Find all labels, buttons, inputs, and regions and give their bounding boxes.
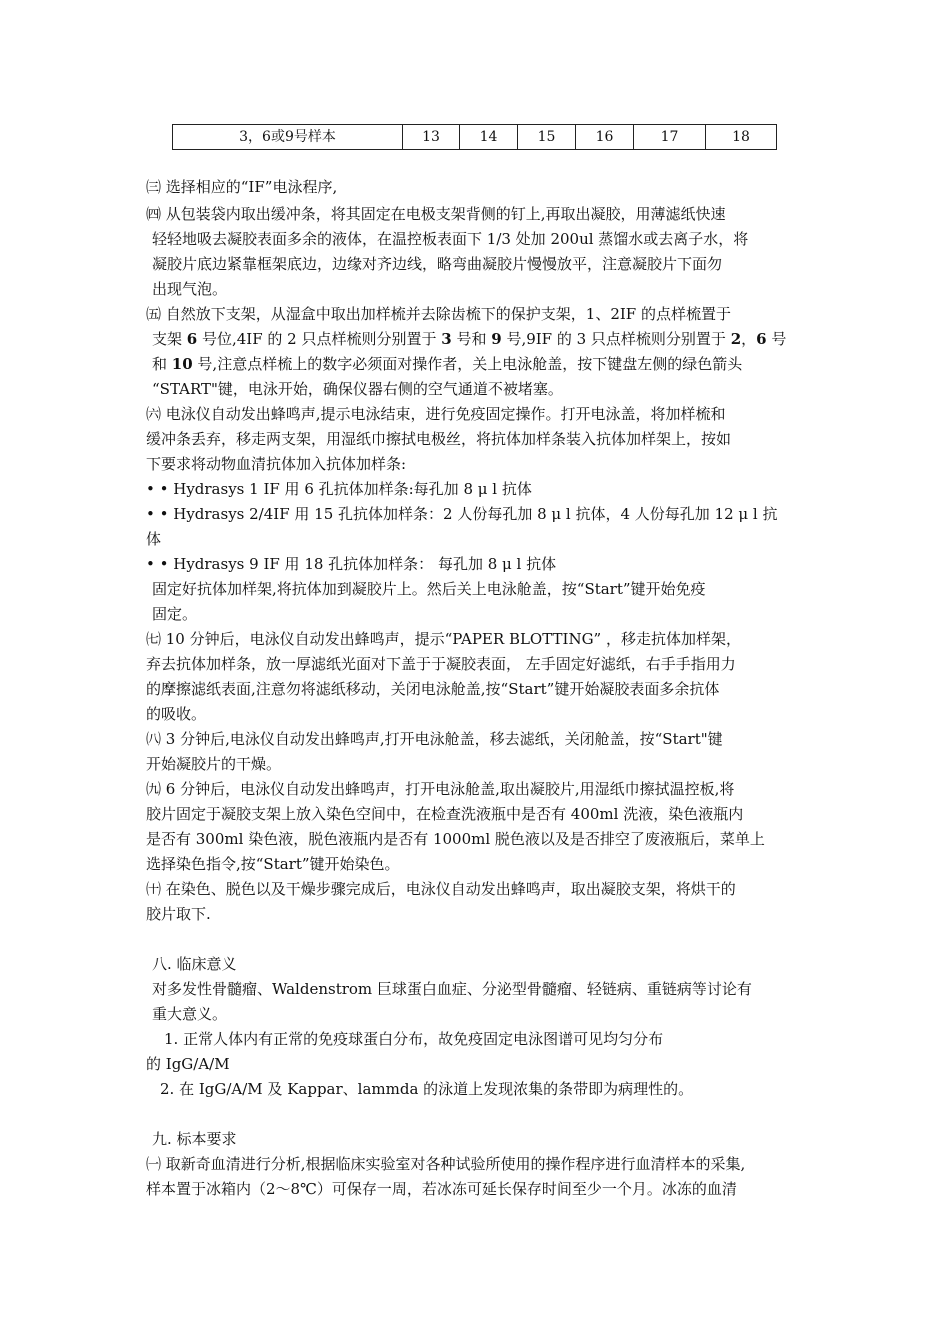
step-7-text: ㈦ 10 分钟后，电泳仪自动发出蜂鸣声，提示“PAPER BLOTTING” ，移走抗体加样架，: [146, 630, 741, 648]
section-heading-clinical-significance: 八. 临床意义: [152, 955, 237, 973]
paragraph-line: 是否有 300ml 染色液，脱色液瓶内是否有 1000ml 脱色液以及是否排空了废液瓶后，菜单上: [146, 830, 765, 848]
paragraph-line: 胶片取下.: [146, 905, 211, 923]
paragraph-line: 的吸收。: [146, 705, 207, 723]
step-10-text: ㈩ 在染色、脱色以及干燥步骤完成后，电泳仪自动发出蜂鸣声，取出凝胶支架，将烘干的: [146, 880, 736, 898]
paragraph-line: 重大意义。: [152, 1005, 228, 1023]
table-cell-label: 3，6或9号样本: [173, 125, 403, 150]
paragraph-line: 缓冲条丢弃，移走两支架，用湿纸巾擦拭电极丝，将抗体加样条装入抗体加样架上，按如: [146, 430, 732, 448]
paragraph-line: 和 10 号,注意点样梳上的数字必须面对操作者，关上电泳舱盖，按下键盘左侧的绿色箭头: [152, 355, 743, 373]
step-5-text: ㈤ 自然放下支架，从湿盒中取出加样梳并去除齿梳下的保护支架，1、2IF 的点样梳置于: [146, 305, 731, 323]
paragraph-line: 固定。: [152, 605, 198, 623]
table-cell: 16: [576, 125, 634, 150]
table-cell: 14: [460, 125, 518, 150]
table-cell: 17: [634, 125, 706, 150]
step-4-text: ㈣ 从包装袋内取出缓冲条，将其固定在电极支架背侧的钉上,再取出凝胶，用薄滤纸快速: [146, 205, 726, 223]
paragraph-line: 凝胶片底边紧靠框架底边，边缘对齐边线，略弯曲凝胶片慢慢放平，注意凝胶片下面勿: [152, 255, 723, 273]
list-item: • • Hydrasys 1 IF 用 6 孔抗体加样条:每孔加 8 μ l 抗体: [146, 480, 532, 498]
section-heading-specimen-requirements: 九. 标本要求: [152, 1130, 237, 1148]
step-3-text: ㈢ 选择相应的“IF”电泳程序,: [146, 178, 338, 196]
paragraph-line: 轻轻地吸去凝胶表面多余的液体，在温控板表面下 1/3 处加 200ul 蒸馏水或去离子水，将: [152, 230, 749, 248]
paragraph-line: 的摩擦滤纸表面,注意勿将滤纸移动，关闭电泳舱盖,按“Start”键开始凝胶表面多余抗体: [146, 680, 720, 698]
paragraph-line: ㈠ 取新奇血清进行分析,根据临床实验室对各种试验所使用的操作程序进行血清样本的采集,: [146, 1155, 746, 1173]
paragraph-line: 下要求将动物血清抗体加入抗体加样条:: [146, 455, 407, 473]
paragraph-line: “START"键，电泳开始，确保仪器右侧的空气通道不被堵塞。: [152, 380, 563, 398]
table-cell: 13: [403, 125, 460, 150]
step-9-text: ㈨ 6 分钟后，电泳仪自动发出蜂鸣声，打开电泳舱盖,取出凝胶片,用湿纸巾擦拭温控板,将: [146, 780, 735, 798]
paragraph-line: 弃去抗体加样条，放一厚滤纸光面对下盖于于凝胶表面， 左手固定好滤纸，右手手指用力: [146, 655, 736, 673]
paragraph-line: 支架 6 号位,4IF 的 2 只点样梳则分别置于 3 号和 9 号,9IF 的 3 只点样梳则分别置于 2，6 号: [152, 330, 787, 348]
table-cell: 18: [706, 125, 777, 150]
paragraph-line: 胶片固定于凝胶支架上放入染色空间中，在检查洗液瓶中是否有 400ml 洗液，染色液瓶内: [146, 805, 744, 823]
paragraph-line: 固定好抗体加样架,将抗体加到凝胶片上。然后关上电泳舱盖，按“Start”键开始免疫: [152, 580, 706, 598]
sample-position-table: [172, 124, 777, 150]
table-row: [173, 125, 777, 150]
step-8-text: ㈧ 3 分钟后,电泳仪自动发出蜂鸣声,打开电泳舱盖，移去滤纸，关闭舱盖，按“Start"键: [146, 730, 723, 748]
list-item: 1. 正常人体内有正常的免疫球蛋白分布，故免疫固定电泳图谱可见均匀分布: [164, 1030, 664, 1048]
paragraph-line: 的 IgG/A/M: [146, 1055, 230, 1073]
step-6-text: ㈥ 电泳仪自动发出蜂鸣声,提示电泳结束，进行免疫固定操作。打开电泳盖，将加样梳和: [146, 405, 726, 423]
list-item: 2. 在 IgG/A/M 及 Kappar、lammda 的泳道上发现浓集的条带即为病理性的。: [160, 1080, 694, 1098]
paragraph-line: 选择染色指令,按“Start”键开始染色。: [146, 855, 400, 873]
paragraph-line: 体: [146, 530, 162, 548]
paragraph-line: 出现气泡。: [152, 280, 228, 298]
list-item: • • Hydrasys 2/4IF 用 15 孔抗体加样条：2 人份每孔加 8 μ l 抗体，4 人份每孔加 12 μ l 抗: [146, 505, 778, 523]
list-item: • • Hydrasys 9 IF 用 18 孔抗体加样条： 每孔加 8 μ l 抗体: [146, 555, 557, 573]
paragraph-line: 对多发性骨髓瘤、Waldenstrom 巨球蛋白血症、分泌型骨髓瘤、轻链病、重链病等讨论有: [152, 980, 752, 998]
paragraph-line: 开始凝胶片的干燥。: [146, 755, 282, 773]
paragraph-line: 样本置于冰箱内（2～8℃）可保存一周，若冰冻可延长保存时间至少一个月。冰冻的血清: [146, 1180, 737, 1198]
table-cell: 15: [518, 125, 576, 150]
